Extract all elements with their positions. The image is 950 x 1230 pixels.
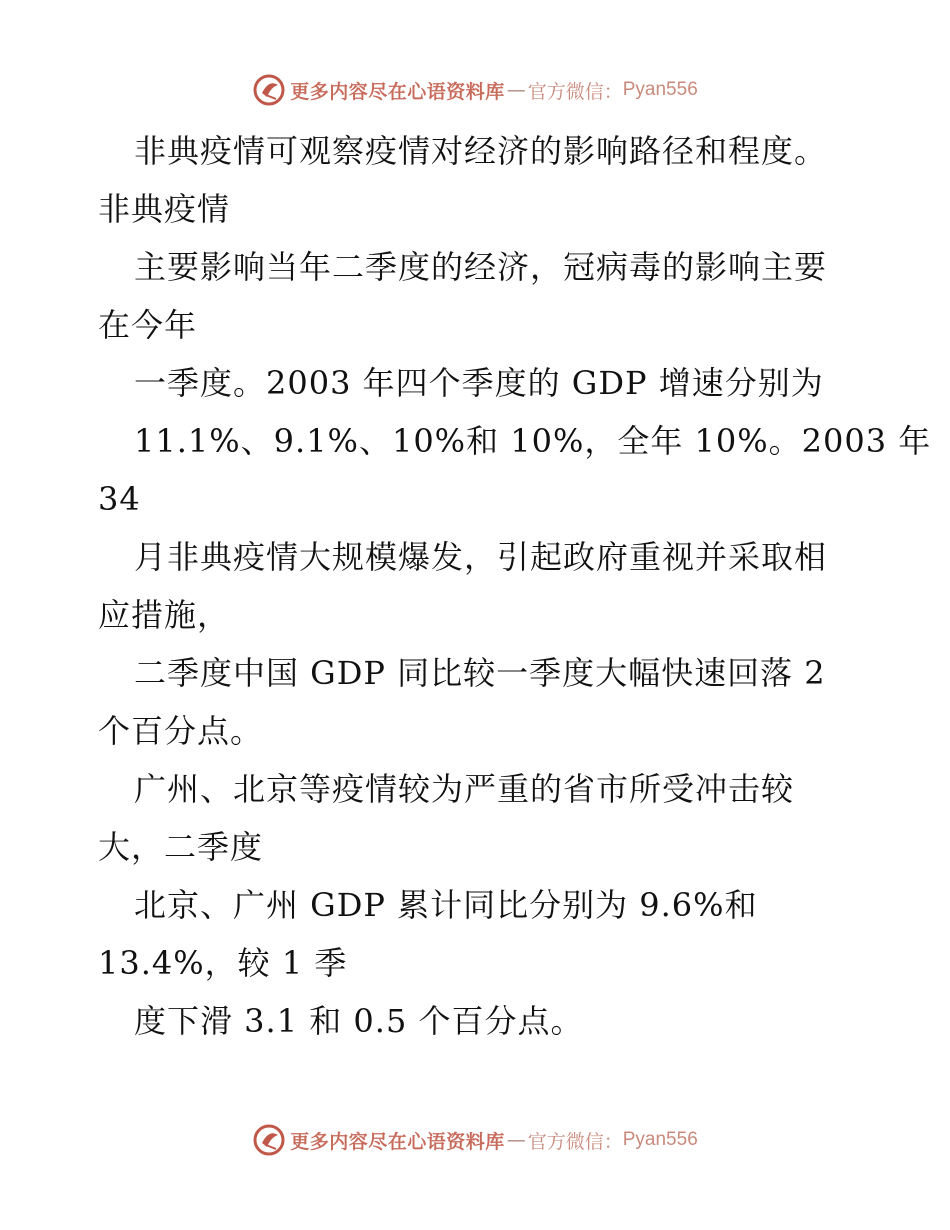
body-line: 大，二季度: [98, 828, 264, 866]
body-line: 月非典疫情大规模爆发，引起政府重视并采取相: [134, 538, 828, 576]
body-line: 二季度中国 GDP 同比较一季度大幅快速回落 2: [134, 654, 826, 692]
header-banner: [0, 70, 950, 110]
footer-separator: —: [506, 1129, 526, 1151]
logo-icon: [252, 1123, 286, 1157]
footer-brand: 更多内容尽在心语资料库: [290, 1130, 505, 1153]
footer-banner: [0, 1120, 950, 1160]
body-line: 广州、北京等疫情较为严重的省市所受冲击较: [134, 770, 795, 808]
body-line: 非典疫情可观察疫情对经济的影响路径和程度。: [134, 132, 828, 170]
body-line: 一季度。2003 年四个季度的 GDP 增速分别为: [134, 364, 824, 402]
body-line: 个百分点。: [98, 712, 264, 750]
logo-icon: [252, 73, 286, 107]
body-line: 非典疫情: [98, 190, 231, 228]
footer-wechat-id: Pyan556: [622, 1129, 698, 1150]
body-line: 应措施，: [98, 596, 231, 634]
header-wechat-id: Pyan556: [622, 79, 698, 100]
body-line: 11.1%、9.1%、10%和 10%，全年 10%。2003 年: [134, 422, 932, 460]
body-line: 在今年: [98, 306, 198, 344]
body-line: 度下滑 3.1 和 0.5 个百分点。: [134, 1002, 584, 1040]
document-body: [98, 122, 932, 1050]
body-line: 13.4%，较 1 季: [98, 944, 348, 982]
footer-contact-label: 官方微信：: [527, 1130, 623, 1153]
body-line: 主要影响当年二季度的经济，冠病毒的影响主要: [134, 248, 828, 286]
header-separator: —: [506, 79, 526, 101]
body-line: 北京、广州 GDP 累计同比分别为 9.6%和: [134, 886, 758, 924]
body-line: 34: [98, 480, 141, 518]
header-brand: 更多内容尽在心语资料库: [290, 80, 505, 103]
header-contact-label: 官方微信：: [527, 80, 623, 103]
